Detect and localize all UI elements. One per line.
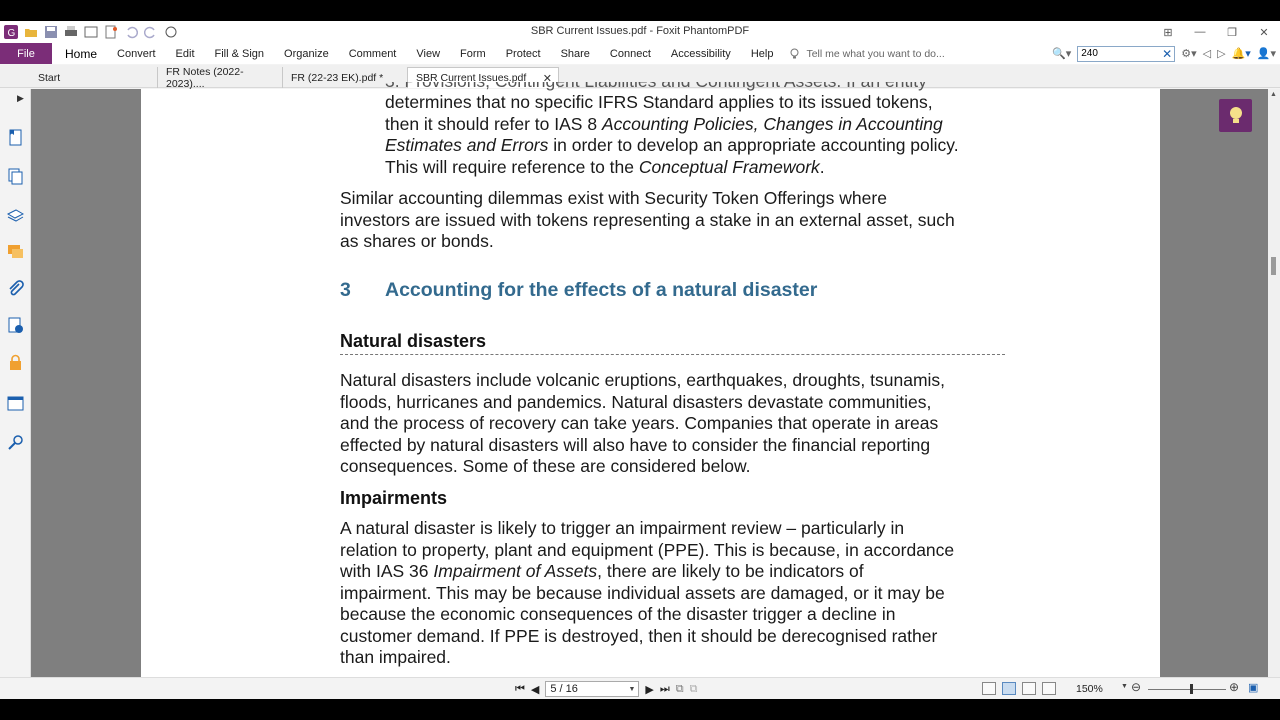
scroll-up-icon[interactable]: ▲ <box>1270 91 1277 98</box>
bullet-line <box>385 157 1025 179</box>
window-controls <box>1152 21 1280 43</box>
scrollbar-thumb[interactable] <box>1271 257 1276 275</box>
minimize-button[interactable]: — <box>1194 26 1206 38</box>
layers-icon[interactable] <box>7 206 24 223</box>
find-input-value: 240 <box>1081 48 1098 59</box>
hand-tool-icon[interactable] <box>164 25 178 39</box>
save-icon[interactable] <box>44 25 58 39</box>
text-run: This will require reference to the <box>385 156 639 177</box>
page-number-input[interactable] <box>545 681 639 697</box>
text-run: in order to develop an appropriate accounting policy. <box>548 135 959 155</box>
chevron-down-icon[interactable]: ▼ <box>628 685 636 693</box>
first-page-icon[interactable]: ⏮ <box>515 682 525 695</box>
doc-tab-fr-notes[interactable] <box>157 67 281 88</box>
section-title: Accounting for the effects of a natural disaster <box>385 279 818 301</box>
tab-help[interactable]: Help <box>750 47 774 60</box>
zoom-slider-knob[interactable] <box>1190 684 1193 694</box>
zoom-dropdown-icon[interactable]: ▼ <box>1121 683 1128 690</box>
text-run: , there are likely to be indicators of <box>597 561 864 581</box>
maximize-button[interactable]: ❐ <box>1227 26 1237 39</box>
tab-share[interactable]: Share <box>560 47 590 60</box>
next-page-icon[interactable]: ▶ <box>645 683 654 696</box>
lightbulb-icon <box>789 48 800 60</box>
paragraph-line: effected by natural disasters will also have to consider the financial reporting <box>340 434 931 455</box>
bookmarks-icon[interactable] <box>7 129 24 146</box>
foxit-logo-icon <box>4 25 18 39</box>
zoom-out-icon[interactable]: ⊖ <box>1131 680 1142 694</box>
signatures-icon[interactable] <box>7 317 24 334</box>
text-run: . <box>819 156 825 177</box>
file-tab[interactable]: File <box>0 43 52 64</box>
zoom-level[interactable]: 150% <box>1076 683 1103 695</box>
new-document-icon[interactable] <box>104 25 118 39</box>
previous-page-icon[interactable]: ◀ <box>530 683 540 696</box>
redo-icon[interactable] <box>144 25 158 39</box>
continuous-facing-icon[interactable] <box>1042 682 1056 695</box>
doc-tab-label: SBR Current Issues.pdf <box>416 72 527 84</box>
security-lock-icon[interactable] <box>7 354 24 371</box>
settings-gear-icon[interactable]: ⚙▾ <box>1181 48 1197 60</box>
tab-form[interactable]: Form <box>460 47 486 60</box>
paragraph-line: consequences. Some of these are considered below. <box>340 456 751 476</box>
title-bar <box>0 21 1280 43</box>
facing-page-icon[interactable] <box>1022 682 1036 695</box>
zoom-in-icon[interactable]: ⊕ <box>1229 680 1240 694</box>
attachments-icon[interactable] <box>7 280 24 297</box>
doc-tab-label: Start <box>38 71 61 84</box>
tab-convert[interactable]: Convert <box>117 47 156 60</box>
italic-run: Accounting Policies, Changes in Accounting <box>601 113 943 134</box>
expand-panel-icon[interactable]: ▶ <box>17 93 24 103</box>
text-run: with IAS 36 <box>340 561 434 581</box>
user-account-icon[interactable]: 👤▾ <box>1256 48 1276 60</box>
tab-view[interactable]: View <box>416 47 441 60</box>
tab-home[interactable]: Home <box>65 46 98 61</box>
paragraph-natural-disasters <box>340 370 1020 478</box>
comments-icon[interactable] <box>7 243 24 260</box>
print-icon[interactable] <box>64 25 78 39</box>
paragraph-line: than impaired. <box>340 647 451 667</box>
next-result-icon[interactable]: ▷ <box>1217 48 1226 60</box>
paragraph-line: relation to property, plant and equipment (PPE). This is because, in accordance <box>340 539 955 560</box>
ribbon-right-tools <box>1052 43 1276 64</box>
tell-me-placeholder: Tell me what you want to do... <box>806 47 945 60</box>
heading-divider <box>340 354 1005 355</box>
continuous-page-icon[interactable] <box>1002 682 1016 695</box>
section-number: 3 <box>340 279 351 301</box>
tab-fill-sign[interactable]: Fill & Sign <box>214 47 265 60</box>
foxit-window <box>0 21 1280 699</box>
document-properties-icon[interactable] <box>84 25 98 39</box>
paragraph-line: and the process of recovery can take years. Companies that operate in areas <box>340 413 939 433</box>
paragraph-line: because the economic consequences of the disaster trigger a decline in <box>340 604 896 624</box>
find-icon[interactable]: 🔍▾ <box>1052 48 1072 60</box>
page-indicator: 5 / 16 <box>550 683 578 695</box>
previous-view-icon[interactable]: ⧉ <box>675 682 684 695</box>
window-title: SBR Current Issues.pdf - Foxit PhantomPDF <box>530 25 750 37</box>
last-page-icon[interactable]: ⏭ <box>659 682 670 695</box>
tab-accessibility[interactable]: Accessibility <box>670 47 731 60</box>
tab-connect[interactable]: Connect <box>609 47 651 60</box>
status-bar <box>0 677 1280 699</box>
tab-edit[interactable]: Edit <box>175 47 195 60</box>
next-view-icon[interactable]: ⧉ <box>689 682 698 695</box>
tab-protect[interactable]: Protect <box>505 47 541 60</box>
doc-tab-label: FR Notes (2022-2023).... <box>166 65 244 90</box>
tips-lightbulb-button[interactable] <box>1219 99 1252 132</box>
paragraph-line: Natural disasters include volcanic eruptions, earthquakes, droughts, tsunamis, <box>340 370 946 390</box>
restore-layout-icon[interactable]: ⊞ <box>1163 26 1173 39</box>
doc-tab-label: FR (22-23 EK).pdf * <box>291 71 384 84</box>
bullet-paragraph <box>385 92 1025 178</box>
close-button[interactable]: ✕ <box>1259 26 1269 39</box>
paragraph-line: A natural disaster is likely to trigger an impairment review – particularly in <box>340 518 905 538</box>
bullet-line <box>385 135 1025 157</box>
paragraph-impairments <box>340 518 1020 669</box>
bullet-line <box>385 114 1025 136</box>
quick-access-toolbar <box>0 25 178 39</box>
text-run: then it should refer to IAS 8 <box>385 113 602 134</box>
paragraph-line: customer demand. If PPE is destroyed, then it should be derecognised rather <box>340 625 938 646</box>
clear-search-icon[interactable]: ✕ <box>1162 46 1173 61</box>
svg-text:G: G <box>7 28 16 39</box>
fit-view-icon[interactable]: ▣ <box>1248 682 1259 694</box>
open-folder-icon[interactable] <box>24 25 38 39</box>
navigation-sidebar <box>0 89 31 677</box>
zoom-slider[interactable] <box>1148 689 1226 690</box>
notification-bell-icon[interactable]: 🔔▾ <box>1231 48 1251 60</box>
undo-icon[interactable] <box>124 25 138 39</box>
content-panel-icon[interactable] <box>7 395 24 412</box>
view-modes <box>982 682 1056 695</box>
tell-me-box[interactable] <box>789 48 944 60</box>
tab-comment[interactable]: Comment <box>348 47 397 60</box>
paragraph-line: impairment. This may be because individual assets are damaged, or it may be <box>340 582 945 603</box>
paragraph-line: as shares or bonds. <box>340 231 494 251</box>
single-page-icon[interactable] <box>982 682 996 695</box>
lightbulb-icon <box>1228 106 1244 126</box>
subheading-impairments: Impairments <box>340 488 448 508</box>
italic-run: Impairment of Assets <box>433 561 598 581</box>
italic-run: Conceptual Framework <box>638 156 820 177</box>
subheading-natural-disasters: Natural disasters <box>340 331 487 351</box>
tab-organize[interactable]: Organize <box>284 47 329 60</box>
paragraph-line: floods, hurricanes and pandemics. Natural disasters devastate communities, <box>340 391 932 412</box>
bullet-line: determines that no specific IFRS Standard applies to its issued tokens, <box>385 92 933 112</box>
destinations-icon[interactable] <box>7 434 24 451</box>
paragraph-line <box>340 561 1020 583</box>
previous-result-icon[interactable]: ◁ <box>1202 48 1212 60</box>
italic-run: Estimates and Errors <box>385 135 549 155</box>
ribbon-tabs <box>0 43 1280 64</box>
close-tab-icon[interactable]: ✕ <box>542 72 552 85</box>
vertical-scrollbar[interactable] <box>1268 89 1280 677</box>
find-input[interactable] <box>1077 46 1175 62</box>
page-navigation <box>515 681 697 697</box>
paragraph-security-tokens <box>340 188 1020 253</box>
page-thumbnails-icon[interactable] <box>7 168 24 185</box>
paragraph-line: investors are issued with tokens representing a stake in an external asset, such <box>340 209 955 230</box>
paragraph-line: Similar accounting dilemmas exist with Security Token Offerings where <box>340 188 887 208</box>
doc-tab-start[interactable] <box>30 67 156 88</box>
